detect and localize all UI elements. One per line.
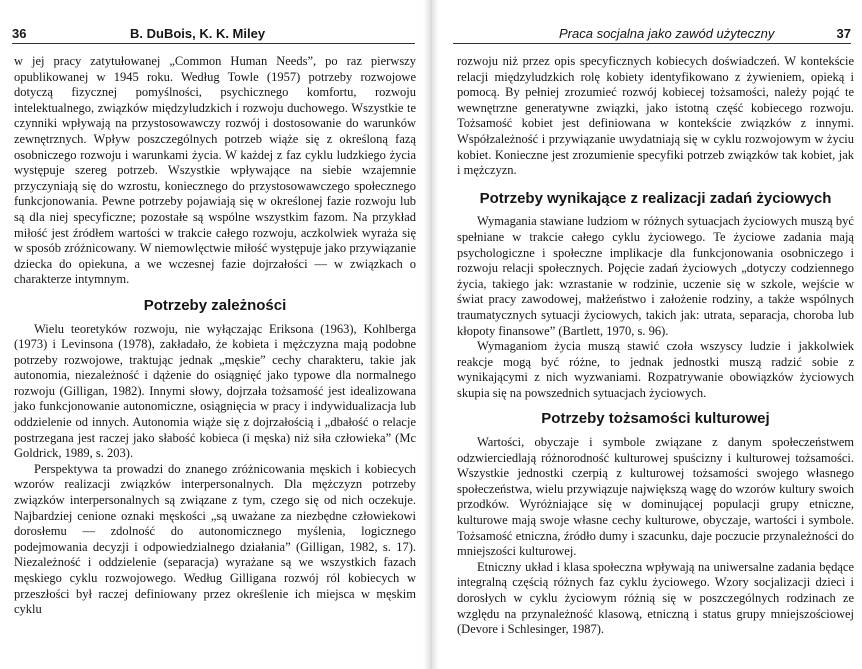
running-head-title: Praca socjalna jako zawód użyteczny: [559, 26, 775, 41]
page-number: 37: [836, 26, 851, 41]
running-header-right: [453, 26, 851, 46]
paragraph: w jej pracy zatytułowanej „Common Human Needs”, po raz pierwszy opublikowanej w 1945 roku. Według Towle (1957) potrzeby rozwojowe dotyczą fizycznej pomyślności, psychicznego komfortu, rozwoju intelektualnego, związków międzyludzkich i rozwoju duchowego. Wszystkie te czynniki wpływają na przystosowawczy rozwój i dostosowanie do warunków zewnętrznych. Wpływ poszczególnych potrzeb wiąże się z określoną fazą osobniczego rozwoju i warunkami życia. W każdej z faz cyklu ludzkiego życia występuje szereg potrzeb. Wszystkie wpływające na siebie wzajemnie przyczyniają się do wzrostu, koniecznego do przystosowawczego społecznego funkcjonowania. Pewne potrzeby pojawiają się w określonej fazie rozwoju lub są dla niej specyficzne; pozostałe są wspólne wszystkim fazom. Na przykład miłość jest źródłem wartości w trakcie całego rozwoju, aczkolwiek wyraża się w sposób zróżnicowany. W niemowlęctwie miłość występuje jako przywiązanie dziecka do opiekuna, a we wczesnej fazie dojrzałości — w związkach o charakterze intymnym.: [14, 54, 416, 287]
section-heading: Potrzeby zależności: [143, 296, 287, 314]
paragraph: Wielu teoretyków rozwoju, nie wyłączając Eriksona (1963), Kohlberga (1973) i Levinsona (1978), zakładało, że kobieta i mężczyzna mają podobne potrzeby rozwojowe, traktując jednak „męskie” cechy charakteru, takie jak autonomia, niezależność i dążenie do osiągnięć jako typowe dla normalnego rozwoju (Gilligan, 1982). Innymi słowy, dojrzała tożsamość jest idealizowana jako funkcjonowanie autonomiczne, osiągnięcia w pracy i indywidualizacja lub oddzielenie od innych. Autonomia wiąże się z dojrzałością i „dbałość o relacje postrzegana jest raczej jako słabość kobieca (i męska) niż siła człowieka” (Mc Goldrick, 1989, s. 203).: [14, 321, 416, 461]
paragraph: rozwoju niż przez opis specyficznych kobiecych doświadczeń. W kontekście relacji międzyludzkich rolę kobiety identyfikowano z żywieniem, opieką i pomocą. By pełniej zrozumieć rozwój kobiecej tożsamości, należy pojąć te wewnętrzne generatywne związki, jako istotną część kobiecego rozwoju. Tożsamość kobiet jest definiowana w kontekście związków z innymi. Współzależność i przywiązanie uwydatniają się w cyklu rozwojowym w życiu kobiet. Konieczne jest zrozumienie specyfiki potrzeb związków tak kobiet, jak i mężczyzn.: [457, 54, 854, 178]
section-heading: Potrzeby wynikające z realizacji zadań życiowych: [479, 189, 832, 207]
paragraph: Wartości, obyczaje i symbole związane z danym społeczeństwem odzwierciedlają różnorodność kulturowej spuścizny i kulturowej tożsamości. Wszystkie jednostki czerpią z kulturowej tożsamości swojego własnego społeczeństwa, wielu przywiązuje największą wagę do wzorów kultury swoich przodków. Wyróżniające się w dominującej populacji grupy etniczne, kulturowe mają swoje własne cechy kulturowe, obyczaje, wartości i symbole. Tożsamość etniczna, źródło dumy i szacunku, daje poczucie przynależności do mniejszości kulturowej.: [457, 435, 854, 559]
left-page-body: [14, 54, 416, 618]
running-head-authors: B. DuBois, K. K. Miley: [130, 26, 266, 41]
paragraph: Perspektywa ta prowadzi do znanego zróżnicowania męskich i kobiecych wzorów realizacji związków interpersonalnych. Dla mężczyzn potrzeby związków interpersonalnych są związane z tym, czego się od nich oczekuje. Najbardziej cenione oznaki męskości „są uważane za niezbędne człowiekowi dorosłemu — zdolność do autonomicznego myślenia, logicznego podejmowania decyzji i odpowiedzialnego działania” (Gilligan, 1982, s. 17). Niezależność i oddzielenie (separacja) wyrażane są we wszystkich fazach męskiego cyklu rozwojowego. Według Gilligana rozwój ról kobiecych w przeszłości był raczej definiowany przez określenie ich miejsca w męskim cyklu: [14, 461, 416, 617]
header-rule: [453, 43, 851, 44]
header-rule: [12, 43, 415, 44]
paragraph: Etniczny układ i klasa społeczna wpływają na uniwersalne zadania będące integralną częścią różnych faz cyklu życiowego. Wzory socjalizacji dzieci i dorosłych w cyklu życiowym różnią się w poszczególnych rodzinach ze względu na przynależność klasową, etniczną i status grupy mniejszościowej (Devore i Schlesinger, 1987).: [457, 559, 854, 637]
page-number: 36: [12, 26, 27, 41]
section-heading: Potrzeby tożsamości kulturowej: [541, 410, 770, 428]
running-header-left: [12, 26, 415, 46]
paragraph: Wymagania stawiane ludziom w różnych sytuacjach życiowych muszą być spełniane w trakcie całego cyklu życiowego. Te życiowe zadania mają psychologiczne i społeczne implikacje dla funkcjonowania osobniczego i rozwoju relacji społecznych. Pojęcie zadań życiowych „dotyczy codziennego życia, takiego jak: wzrastanie w rodzinie, uczenie się w szkole, wejście w świat pracy zawodowej, małżeństwo i założenie rodziny, a także wspólnych traumatycznych sytuacji życiowych, takich jak: utrata, separacja, choroba lub kłopoty finansowe” (Bartlett, 1970, s. 96).: [457, 214, 854, 338]
paragraph: Wymaganiom życia muszą stawić czoła wszyscy ludzie i jakkolwiek reakcje mogą być różne, to jednak jednostki muszą radzić sobie z wynikającymi z nich wyzwaniami. Rozpatrywanie obowiązków życiowych skupia się na powszednich sytuacjach życiowych.: [457, 339, 854, 400]
right-page: [431, 0, 862, 669]
right-page-body: [457, 54, 854, 638]
